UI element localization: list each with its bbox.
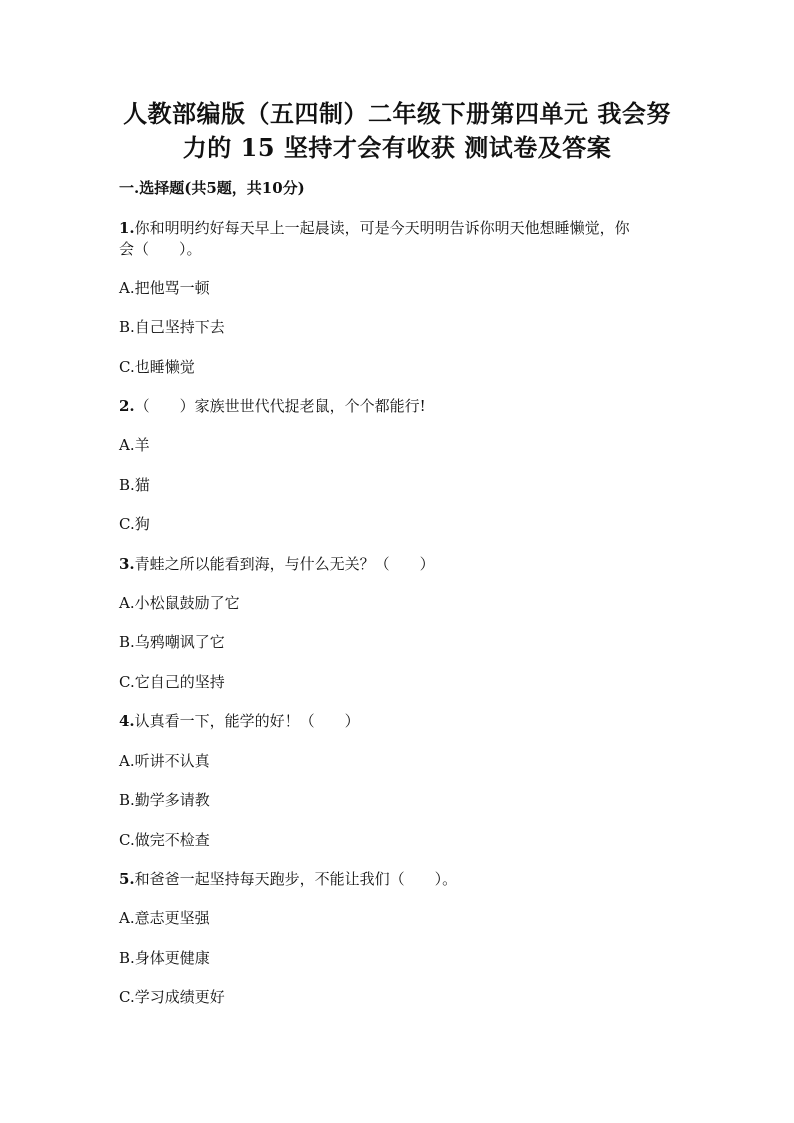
question-5-stem: [119, 869, 457, 889]
document-title-line-2: 力的 15 坚持才会有收获 测试卷及答案: [182, 133, 612, 162]
question-1-stem-line-2: 会（ ）。: [119, 240, 202, 258]
question-1-option-c: C.也睡懒觉: [119, 358, 195, 376]
question-2-number: 2.: [119, 397, 135, 415]
question-1-number: 1.: [119, 219, 135, 237]
question-1-stem-line-1: [119, 218, 630, 238]
question-3-stem: [119, 554, 435, 574]
question-5-option-a: A.意志更坚强: [119, 909, 210, 927]
question-4-option-b: B.勤学多请教: [119, 791, 210, 809]
question-2-option-c: C.狗: [119, 515, 150, 533]
question-3-option-b: B.乌鸦嘲讽了它: [119, 633, 225, 651]
question-3-number: 3.: [119, 555, 135, 573]
question-1-option-b: B.自己坚持下去: [119, 318, 225, 336]
question-5-option-c: C.学习成绩更好: [119, 988, 225, 1006]
question-4-text: 认真看一下，能学的好！（ ）: [134, 712, 360, 730]
question-2-text: （ ）家族世世代代捉老鼠，个个都能行!: [134, 397, 426, 415]
question-4-number: 4.: [119, 712, 135, 730]
question-3-text: 青蛙之所以能看到海，与什么无关？（ ）: [134, 555, 435, 573]
question-4-option-c: C.做完不检查: [119, 831, 210, 849]
question-3-option-c: C.它自己的坚持: [119, 673, 225, 691]
question-2-option-a: A.羊: [119, 436, 150, 454]
section-heading: 一.选择题(共5题，共10分): [119, 179, 305, 197]
question-3-option-a: A.小松鼠鼓励了它: [119, 594, 240, 612]
document-title-line-1: 人教部编版（五四制）二年级下册第四单元 我会努: [123, 99, 671, 128]
question-2-stem: [119, 396, 426, 416]
question-5-option-b: B.身体更健康: [119, 949, 210, 967]
question-4-stem: [119, 711, 360, 731]
question-1-option-a: A.把他骂一顿: [119, 279, 210, 297]
question-4-option-a: A.听讲不认真: [119, 752, 210, 770]
question-5-text: 和爸爸一起坚持每天跑步，不能让我们（ ）。: [134, 870, 458, 888]
question-2-option-b: B.猫: [119, 476, 150, 494]
question-5-number: 5.: [119, 870, 135, 888]
question-1-text: 你和明明约好每天早上一起晨读，可是今天明明告诉你明天他想睡懒觉，你: [134, 219, 630, 237]
